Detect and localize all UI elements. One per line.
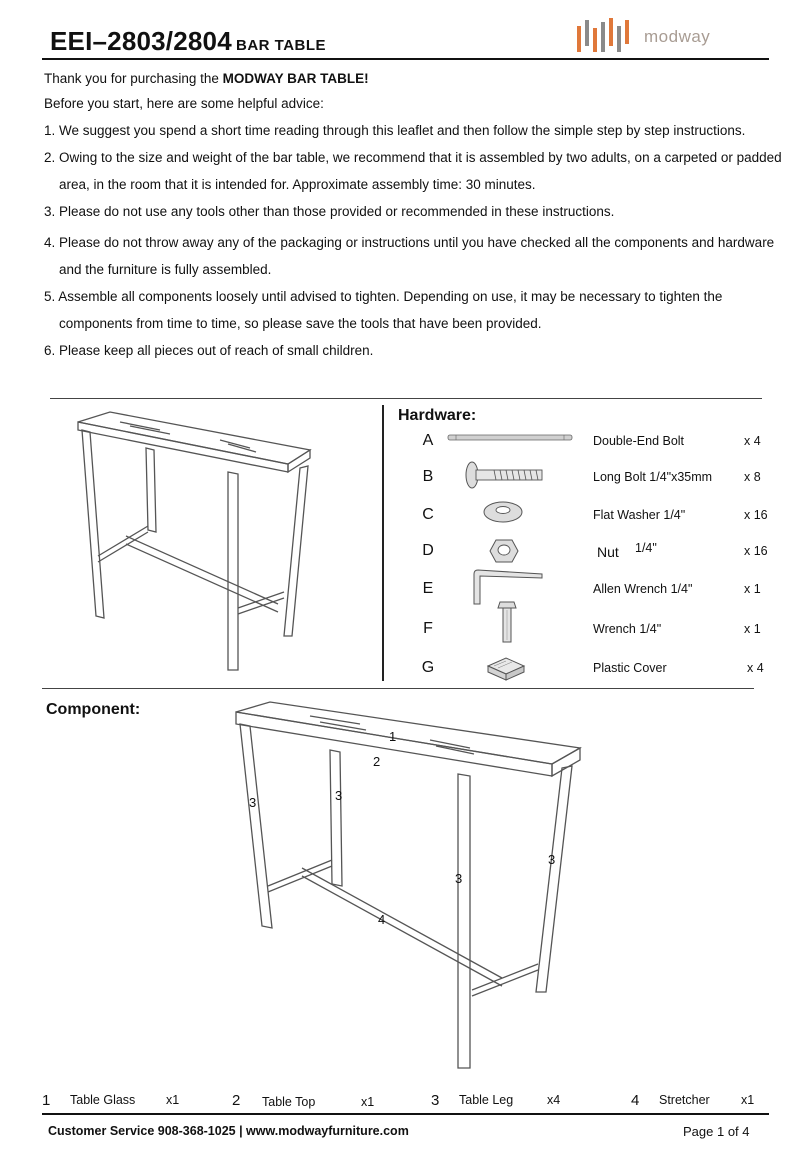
hardware-quantity: x 4 [747,661,764,675]
customer-service-contact: Customer Service 908-368-1025 | www.modwayfurniture.com [48,1124,409,1138]
part-name: Table Top [262,1095,316,1109]
advice-item: 2. Owing to the size and weight of the bar table, we recommend that it is assembled by two adults, on a carpeted or padded area, in the room that it is intended for. Approximate assembly time: 30 minutes. [44,150,782,192]
part-number: 2 [232,1092,241,1109]
intro-product-name: MODWAY BAR TABLE! [222,71,369,86]
part-quantity: x4 [547,1093,561,1107]
part-name: Table Glass [70,1093,136,1107]
assembled-table-illustration [70,408,330,678]
hardware-name: Wrench 1/4" [593,622,662,636]
model-number: EEI–2803/2804 [50,26,232,56]
page-number: Page 1 of 4 [683,1124,750,1139]
part-quantity: x1 [361,1095,375,1109]
hardware-letter: A [422,432,434,449]
long-bolt-icon [464,460,548,490]
hardware-letter: G [421,659,435,676]
intro-thanks-text: Thank you for purchasing the [44,71,223,86]
flat-washer-icon [482,498,524,526]
hardware-name: Double-End Bolt [593,434,685,448]
intro-advice-heading: Before you start, here are some helpful advice: [44,96,324,111]
hardware-name: Allen Wrench 1/4" [593,582,693,596]
footer-divider [42,1113,769,1115]
hardware-quantity: x 1 [744,582,761,596]
hardware-name: Long Bolt 1/4"x35mm [593,470,713,484]
part-callout: 3 [335,788,343,803]
hardware-name: Flat Washer 1/4" [593,508,686,522]
brand-name: modway [644,27,711,46]
wrench-icon [492,600,522,644]
part-callout: 1 [389,729,397,744]
part-number: 1 [42,1092,51,1109]
advice-item: 1. We suggest you spend a short time reading through this leaflet and then follow the simple step by step instructions. [44,123,746,138]
section-divider [42,688,754,689]
part-number: 3 [431,1092,440,1109]
hardware-letter: C [422,506,434,523]
nut-icon [488,536,520,566]
part-callout: 2 [373,754,381,769]
hardware-size: 1/4" [635,541,657,555]
part-callout: 3 [455,871,463,886]
plastic-cover-icon [484,654,528,682]
advice-item: 3. Please do not use any tools other than those provided or recommended in these instructions. [44,204,615,219]
hardware-name: Nut [597,544,619,560]
hardware-letter: F [423,620,433,637]
modway-logo-icon [575,18,637,54]
hardware-title: Hardware: [398,407,477,424]
section-divider [50,398,762,399]
hardware-letter: D [422,542,434,559]
part-quantity: x1 [166,1093,180,1107]
hardware-quantity: x 8 [744,470,761,484]
advice-item: 4. Please do not throw away any of the packaging or instructions until you have checked all the components and hardware and the furniture is fully assembled. [44,235,775,277]
hardware-name: Plastic Cover [593,661,667,675]
part-name: Table Leg [459,1093,514,1107]
part-callout: 3 [249,795,257,810]
part-name: Stretcher [659,1093,710,1107]
hardware-letter: E [422,580,434,597]
double-end-bolt-icon [446,430,574,446]
advice-item: 6. Please keep all pieces out of reach of small children. [44,343,374,358]
vertical-divider [382,405,384,681]
part-number: 4 [631,1092,640,1109]
part-callout: 3 [548,852,556,867]
part-callout: 4 [378,912,386,927]
hardware-quantity: x 4 [744,434,761,448]
part-quantity: x1 [741,1093,755,1107]
advice-item: 5. Assemble all components loosely until advised to tighten. Depending on use, it may be necessary to tighten the components from time to time, so please save the tools that have been provided. [44,289,723,331]
advice-list [44,117,784,364]
header-divider [42,58,769,60]
intro-thanks [44,70,369,88]
hardware-quantity: x 1 [744,622,761,636]
hardware-letter: B [422,468,434,485]
hardware-quantity: x 16 [744,508,768,522]
hardware-quantity: x 16 [744,544,768,558]
component-title: Component: [46,701,141,718]
document-subtitle: BAR TABLE [236,37,327,54]
component-diagram [230,700,590,1080]
